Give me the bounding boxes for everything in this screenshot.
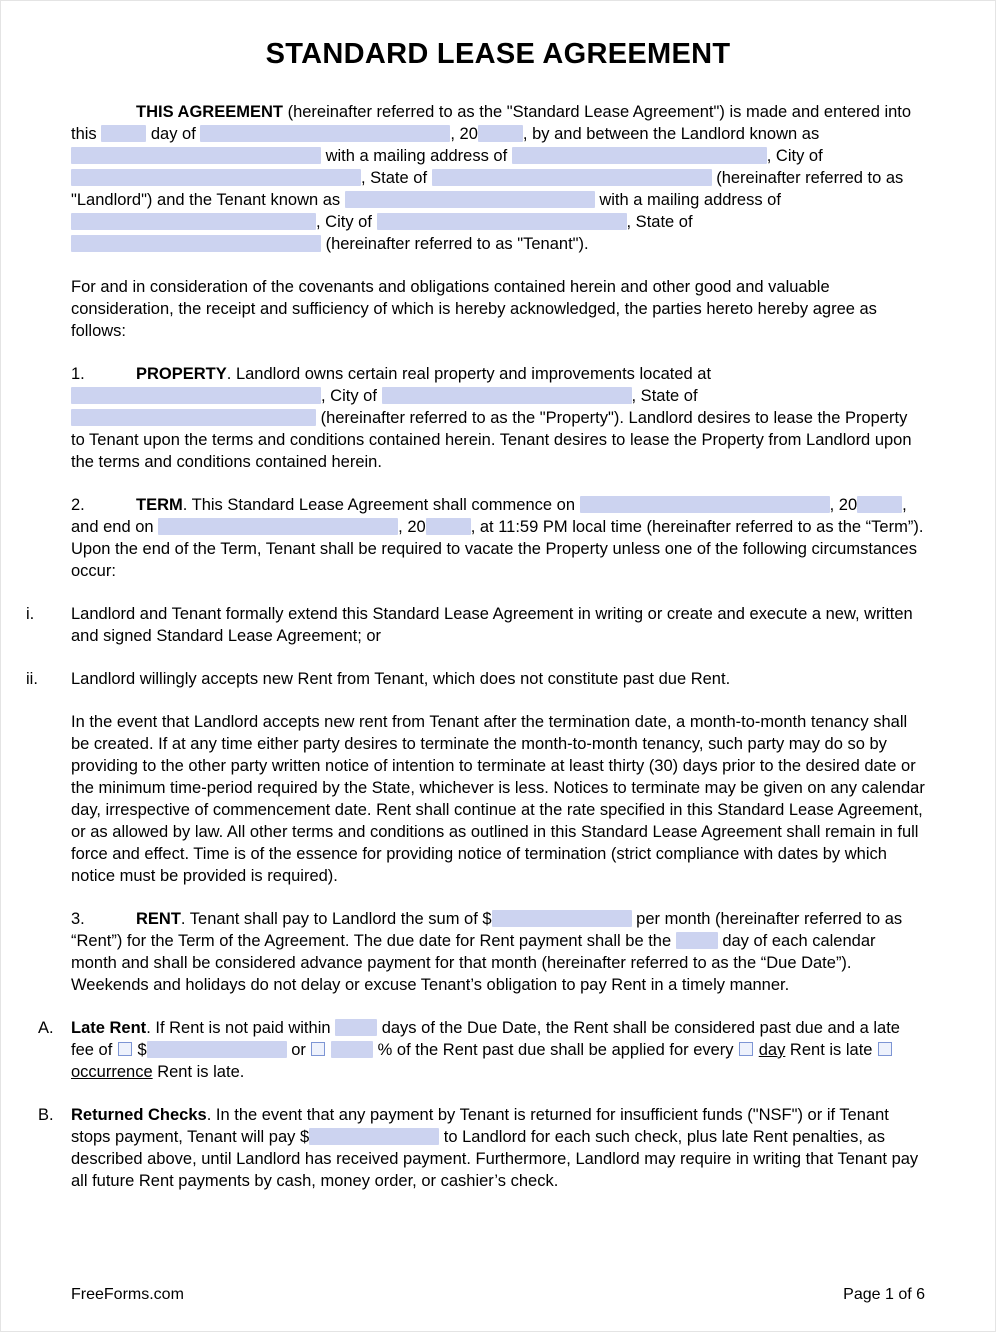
landlord-state-field[interactable] bbox=[432, 169, 712, 186]
nsf-fee-field[interactable] bbox=[309, 1128, 439, 1145]
bold-text: TERM bbox=[136, 496, 183, 514]
term-circumstance-i: i. Landlord and Tenant formally extend this Standard Lease Agreement in writing or create and execute a new, written and signed Standard Lease Agreement; or bbox=[26, 605, 913, 645]
section-rent: 3. RENT. Tenant shall pay to Landlord the sum of $ per month (hereinafter referred to as “Rent”) for the Term of the Agreement. The due date for Rent payment shall be the day of each calendar month and shall be considered advance payment for that month (hereinafter referred to as the “Due Date”). Weekends and holidays do not delay or excuse Tenant’s obligation to pay Rent in a timely manner. bbox=[71, 910, 903, 994]
per-occurrence-checkbox[interactable] bbox=[878, 1042, 892, 1056]
underlined-text: day bbox=[758, 1041, 786, 1059]
month-to-month-paragraph: In the event that Landlord accepts new rent from Tenant after the termination date, a month-to-month tenancy shall be created. If at any time either party desires to terminate the month-to-month tenancy, such party may do so by providing to the other party written notice of intention to terminate at least thirty (30) days prior to the desired date or the minimum time-period required by the State, whichever is less. Notices to terminate may be given on any calendar day, irrespective of commencement date. Rent shall continue at the rate specified in this Standard Lease Agreement, or as allowed by law. All other terms and conditions as outlined in this Standard Lease Agreement shall remain in full force and effect. Time is of the essence for providing notice of termination (strict compliance with dates by which notice must be provided is required). bbox=[71, 713, 925, 885]
term-circumstance-ii: ii. Landlord willingly accepts new Rent from Tenant, which does not constitute past due Rent. bbox=[26, 670, 731, 688]
start-year-field[interactable] bbox=[857, 496, 902, 513]
tenant-address-field[interactable] bbox=[71, 213, 316, 230]
list-marker: 1. bbox=[71, 365, 85, 383]
list-marker: 3. bbox=[71, 910, 85, 928]
document-body bbox=[26, 101, 925, 1192]
late-grace-days-field[interactable] bbox=[335, 1019, 377, 1036]
bold-text: Late Rent bbox=[71, 1019, 147, 1037]
footer-page-number: Page 1 of 6 bbox=[843, 1286, 925, 1303]
start-date-field[interactable] bbox=[580, 496, 830, 513]
bold-text: RENT bbox=[136, 910, 181, 928]
document-title: STANDARD LEASE AGREEMENT bbox=[265, 38, 731, 70]
late-fee-dollar-checkbox[interactable] bbox=[118, 1042, 132, 1056]
list-marker: B. bbox=[38, 1106, 54, 1124]
tenant-state-field[interactable] bbox=[71, 235, 321, 252]
subsection-late-rent: A. Late Rent. If Rent is not paid within days of the Due Date, the Rent shall be considered past due and a late fee of $ or % of the Rent past due shall be applied for every day Rent is late occurrence Rent is late. bbox=[38, 1019, 900, 1081]
late-fee-percent-checkbox[interactable] bbox=[311, 1042, 325, 1056]
landlord-name-field[interactable] bbox=[71, 147, 321, 164]
subsection-returned-checks: B. Returned Checks. In the event that any payment by Tenant is returned for insufficient funds ("NSF") or if Tenant stops payment, Tenant will pay $ to Landlord for each such check, plus late Rent penalties, as described above, until Landlord has received payment. Furthermore, Landlord may require in writing that Tenant pay all future Rent payments by cash, money order, or cashier’s check. bbox=[38, 1106, 919, 1190]
tenant-city-field[interactable] bbox=[377, 213, 627, 230]
per-day-checkbox[interactable] bbox=[739, 1042, 753, 1056]
rent-due-day-field[interactable] bbox=[676, 932, 718, 949]
bold-text: Returned Checks bbox=[71, 1106, 207, 1124]
end-date-field[interactable] bbox=[158, 518, 398, 535]
property-address-field[interactable] bbox=[71, 387, 321, 404]
end-year-field[interactable] bbox=[426, 518, 471, 535]
landlord-address-field[interactable] bbox=[512, 147, 767, 164]
execution-day-field[interactable] bbox=[101, 125, 146, 142]
landlord-city-field[interactable] bbox=[71, 169, 361, 186]
underlined-text: occurrence bbox=[71, 1063, 153, 1081]
footer-site-name: FreeForms.com bbox=[71, 1286, 184, 1303]
bold-text: THIS AGREEMENT bbox=[136, 103, 283, 121]
section-property: 1. PROPERTY. Landlord owns certain real property and improvements located at , City of , State of (hereinafter referred to as the "Property"). Landlord desires to lease the Property to Tenant upon the terms and conditions contained herein. Tenant desires to lease the Property from Landlord upon the terms and conditions contained herein. bbox=[71, 365, 912, 471]
tenant-name-field[interactable] bbox=[345, 191, 595, 208]
late-fee-percent-field[interactable] bbox=[331, 1041, 373, 1058]
execution-year-field[interactable] bbox=[478, 125, 523, 142]
consideration-paragraph: For and in consideration of the covenants and obligations contained herein and other good and valuable consideration, the receipt and sufficiency of which is hereby acknowledged, the parties hereto hereby agree as follows: bbox=[71, 278, 877, 340]
property-city-field[interactable] bbox=[382, 387, 632, 404]
execution-month-field[interactable] bbox=[200, 125, 450, 142]
intro-paragraph: THIS AGREEMENT (hereinafter referred to as the "Standard Lease Agreement") is made and entered into this day of , 20 , by and between the Landlord known as with a mailing address of , City of , State of (hereinafter referred to as "Landlord") and the Tenant known as with a mailing address of , City of , State of (hereinafter referred to as "Tenant"). bbox=[71, 103, 912, 253]
lease-agreement-page bbox=[1, 1, 995, 1192]
list-marker: ii. bbox=[26, 670, 38, 688]
list-marker: 2. bbox=[71, 496, 85, 514]
list-marker: A. bbox=[38, 1019, 54, 1037]
list-marker: i. bbox=[26, 605, 35, 623]
property-state-field[interactable] bbox=[71, 409, 316, 426]
page-footer bbox=[71, 1285, 925, 1305]
section-term: 2. TERM. This Standard Lease Agreement shall commence on , 20 , and end on , 20 , at 11:59 PM local time (hereinafter referred to as the “Term”). Upon the end of the Term, Tenant shall be required to vacate the Property unless one of the following circumstances occur: bbox=[71, 496, 924, 580]
late-fee-amount-field[interactable] bbox=[147, 1041, 287, 1058]
bold-text: PROPERTY bbox=[136, 365, 227, 383]
monthly-rent-amount-field[interactable] bbox=[492, 910, 632, 927]
